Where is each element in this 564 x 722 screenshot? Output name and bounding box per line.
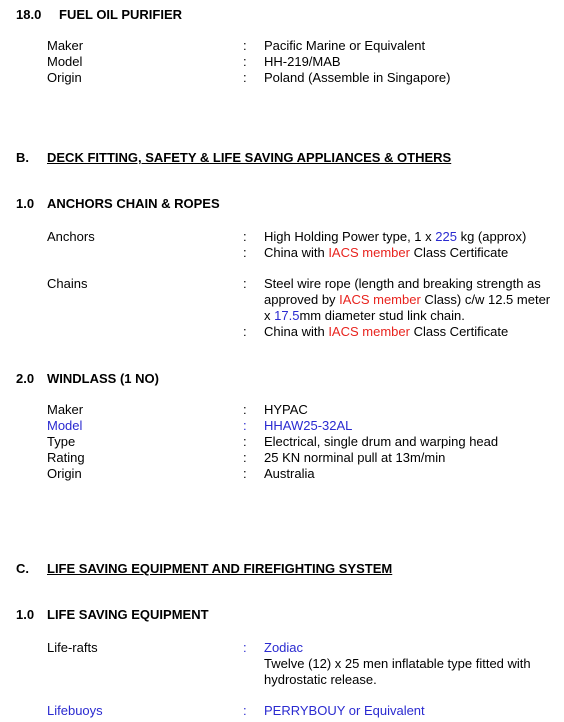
row-colon: : <box>243 38 247 53</box>
value-text: mm diameter stud link chain. <box>299 308 465 323</box>
row-value: Australia <box>264 466 315 481</box>
highlight-text: IACS member <box>328 245 410 260</box>
row-value: Twelve (12) x 25 men inflatable type fitted with hydrostatic release. <box>264 656 531 687</box>
row-colon: : <box>243 640 247 655</box>
row-colon: : <box>243 324 247 339</box>
row-colon: : <box>243 703 247 718</box>
row-colon: : <box>243 402 247 417</box>
row-label: Maker <box>47 402 84 417</box>
value-text: High Holding Power type, 1 x <box>264 229 436 244</box>
highlight-number: 225 <box>435 229 457 244</box>
row-colon: : <box>243 434 247 449</box>
row-value <box>264 324 508 340</box>
row-value: HHAW25-32AL <box>264 418 353 433</box>
row-colon: : <box>243 245 247 260</box>
row-label: Anchors <box>47 229 95 244</box>
value-text: Steel wire rope (length and breaking strength as approved by <box>264 276 541 307</box>
section-letter: B. <box>16 150 29 165</box>
section-number: 18.0 <box>16 7 42 22</box>
row-value: 25 KN norminal pull at 13m/min <box>264 450 446 465</box>
row-value: Zodiac <box>264 640 304 655</box>
row-colon: : <box>243 54 247 69</box>
row-colon: : <box>243 229 247 244</box>
row-value: HH-219/MAB <box>264 54 341 69</box>
highlight-number: 17.5 <box>274 308 300 323</box>
section-title: LIFE SAVING EQUIPMENT <box>47 607 209 622</box>
row-value <box>264 276 554 324</box>
row-colon: : <box>243 418 247 433</box>
section-title: FUEL OIL PURIFIER <box>59 7 183 22</box>
row-value <box>264 229 526 245</box>
section-number: 1.0 <box>16 196 35 211</box>
row-value: PERRYBOUY or Equivalent <box>264 703 425 718</box>
highlight-text: IACS member <box>328 324 410 339</box>
row-label: Lifebuoys <box>47 703 103 718</box>
highlight-text: IACS member <box>339 292 421 307</box>
row-value: Electrical, single drum and warping head <box>264 434 499 449</box>
row-value <box>264 245 508 261</box>
row-label: Life-rafts <box>47 640 98 655</box>
row-label: Model <box>47 418 83 433</box>
row-value: Poland (Assemble in Singapore) <box>264 70 451 85</box>
row-label: Maker <box>47 38 84 53</box>
row-value: HYPAC <box>264 402 308 417</box>
row-label: Rating <box>47 450 85 465</box>
value-text: China with <box>264 245 329 260</box>
row-label: Origin <box>47 70 82 85</box>
value-text: Class) c/w 12.5 meter x <box>264 292 551 323</box>
section-title: LIFE SAVING EQUIPMENT AND FIREFIGHTING SYSTEM <box>47 561 393 576</box>
row-colon: : <box>243 276 247 291</box>
section-letter: C. <box>16 561 29 576</box>
row-value: Pacific Marine or Equivalent <box>264 38 426 53</box>
value-text: Class Certificate <box>409 245 509 260</box>
section-number: 2.0 <box>16 371 35 386</box>
section-title: WINDLASS (1 NO) <box>47 371 159 386</box>
row-colon: : <box>243 70 247 85</box>
section-title: ANCHORS CHAIN & ROPES <box>47 196 220 211</box>
row-colon: : <box>243 450 247 465</box>
value-text: China with <box>264 324 329 339</box>
row-label: Chains <box>47 276 88 291</box>
row-label: Type <box>47 434 76 449</box>
value-text: Class Certificate <box>409 324 509 339</box>
row-label: Origin <box>47 466 82 481</box>
section-number: 1.0 <box>16 607 35 622</box>
row-label: Model <box>47 54 83 69</box>
value-text: kg (approx) <box>456 229 527 244</box>
row-colon: : <box>243 466 247 481</box>
section-title: DECK FITTING, SAFETY & LIFE SAVING APPLIANCES & OTHERS <box>47 150 452 165</box>
